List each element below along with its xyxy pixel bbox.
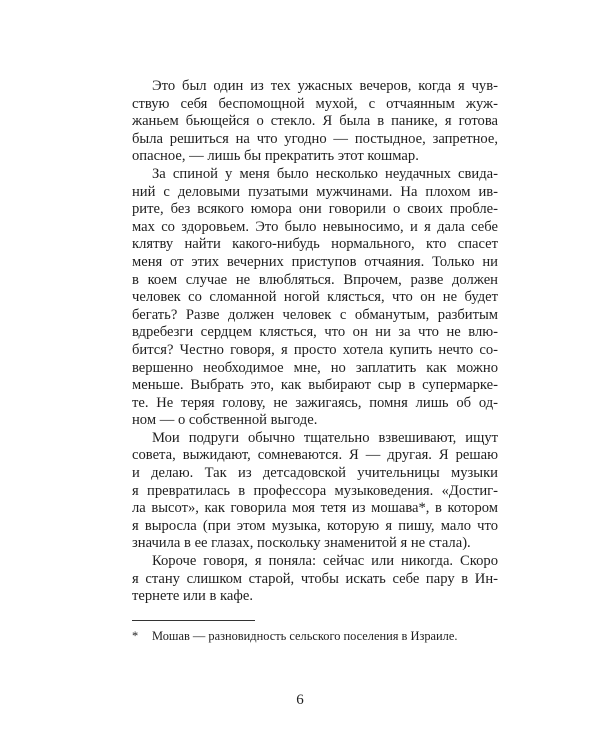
page-number: 6: [296, 692, 304, 708]
text-line: Короче говоря, я поняла: сейчас или никогда. Скоро: [152, 553, 498, 570]
text-line: За спиной у меня было несколько неудачных свида-: [152, 165, 498, 182]
text-line: вершенно необходимое мне, но заплатить как можно: [132, 359, 498, 376]
text-line: рите, без всякого юмора они говорили о своих пробле-: [132, 201, 498, 218]
text-line: Мои подруги обычно тщательно взвешивают, ищут: [152, 429, 498, 446]
text-line: я стану слишком старой, чтобы искать себе пару в Ин-: [132, 570, 498, 587]
text-line: человек со сломанной ногой клясться, что он не будет: [132, 289, 498, 306]
text-line: жаньем бьющейся о стекло. Я была в панике, я готова: [132, 113, 498, 130]
text-line: Это был один из тех ужасных вечеров, когда я чув-: [152, 78, 498, 94]
text-line: совета, выжидают, сомневаются. Я — другая. Я решаю: [132, 447, 498, 464]
text-line: значила в ее глазах, поскольку знаменитой я не стала).: [132, 535, 471, 552]
footnote-text: Мошав — разновидность сельского поселения в Израиле.: [152, 629, 458, 643]
text-line: меня от этих вечерних приступов отчаяния. Только ни: [132, 253, 498, 270]
text-line: бится? Честно говоря, я просто хотела купить нечто со-: [132, 341, 498, 358]
text-line: меньше. Выбрать это, как выбирают сыр в супермарке-: [132, 377, 498, 394]
paragraph: [132, 553, 498, 606]
text-line: тернете или в кафе.: [132, 588, 253, 605]
text-line: ний с деловыми пузатыми мужчинами. На плохом ив-: [132, 183, 498, 200]
text-line: ствую себя беспомощной мухой, с отчаянным жуж-: [132, 95, 498, 112]
text-line: мах со здоровьем. Это было невыносимо, и я дала себе: [132, 218, 498, 235]
text-line: вдребезги сердцем клясться, что он ни за что не влю-: [132, 324, 498, 341]
body-text: [132, 78, 498, 606]
text-line: я выросла (при этом музыка, которую я пишу, мало что: [132, 517, 498, 534]
text-line: опасное, — лишь бы прекратить этот кошмар.: [132, 148, 419, 165]
text-line: клятву найти какого-нибудь нормального, кто спасет: [132, 236, 498, 253]
footnote-divider: [132, 620, 255, 621]
text-line: и делаю. Так из детсадовской учительницы музыки: [132, 465, 498, 482]
paragraph: [132, 78, 498, 166]
text-line: в коем случае не влюбляться. Впрочем, разве должен: [132, 271, 498, 288]
paragraph: [132, 166, 498, 430]
text-line: бегать? Разве должен человек с обманутым, разбитым: [132, 306, 498, 323]
text-line: была решиться на что угодно — постыдное, запретное,: [132, 130, 498, 147]
footnote-marker: *: [132, 629, 139, 643]
footnote: [132, 628, 457, 644]
text-line: те. Не теряя голову, не зажигаясь, помня лишь об од-: [132, 394, 498, 411]
paragraph: [132, 430, 498, 553]
text-line: ном — о собственной выгоде.: [132, 412, 318, 429]
text-line: я превратилась в профессора музыковедения. «Достиг-: [132, 482, 498, 499]
text-line: ла высот», как говорила моя тетя из мошава*, в котором: [132, 500, 498, 517]
